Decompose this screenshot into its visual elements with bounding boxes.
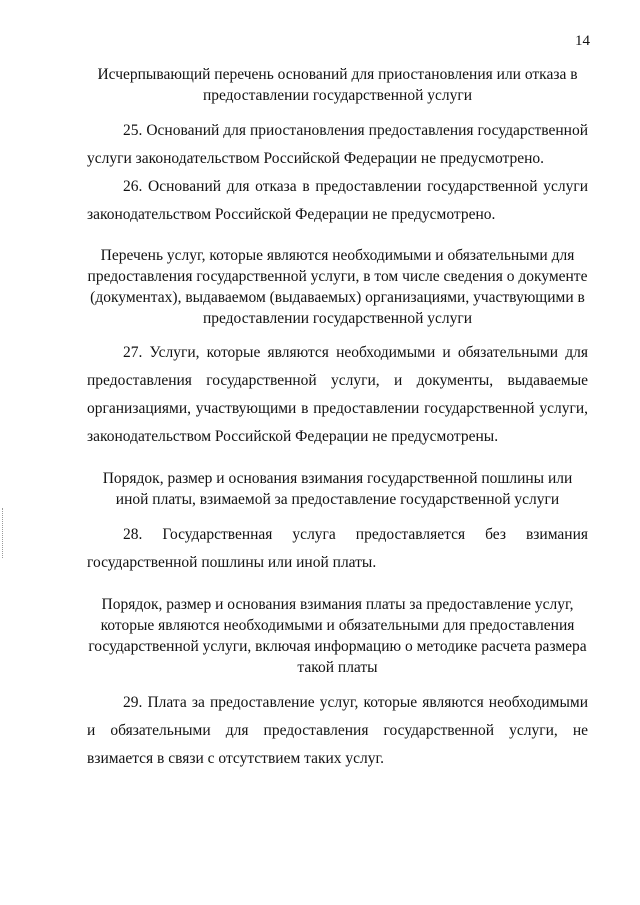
page-number: 14 bbox=[575, 33, 590, 49]
heading-state-fee: Порядок, размер и основания взимания государственной пошлины или иной платы, взимаемой за предоставление государственной услуги bbox=[102, 470, 573, 508]
paragraph-26: 26. Оснований для отказа в предоставлении государственной услуги законодательством Российской Федерации не предусмотрено. bbox=[87, 178, 588, 223]
scan-edge-marks bbox=[2, 508, 5, 558]
paragraph-29: 29. Плата за предоставление услуг, которые являются необходимыми и обязательными для предоставления государственной услуги, не взимается в связи с отсутствием таких услуг. bbox=[87, 694, 588, 767]
heading-grounds-suspension-refusal: Исчерпывающий перечень оснований для приостановления или отказа в предоставлении государственной услуги bbox=[97, 66, 578, 104]
paragraph-28-line-1: 28. Государственная услуга предоставляется без взимания bbox=[123, 526, 588, 543]
document-body bbox=[87, 64, 588, 773]
heading-required-services: Перечень услуг, которые являются необходимыми и обязательными для предоставления государственной услуги, в том числе сведения о документе (документах), выдаваемом (выдаваемых) организациями, участвующими в предоставлении государственной услуги bbox=[87, 247, 588, 327]
paragraph-25: 25. Оснований для приостановления предоставления государственной услуги законодательством Российской Федерации не предусмотрено. bbox=[87, 122, 588, 167]
paragraph-27: 27. Услуги, которые являются необходимыми и обязательными для предоставления государственной услуги, и документы, выдаваемые организациями, участвующими в предоставлении государственной услуги, законодательством Российской Федерации не предусмотрены. bbox=[87, 344, 588, 445]
heading-service-fee: Порядок, размер и основания взимания платы за предоставление услуг, которые являются необходимыми и обязательными для предоставления государственной услуги, включая информацию о методике расчета размера такой платы bbox=[88, 596, 587, 676]
paragraph-28-line-2: государственной пошлины или иной платы. bbox=[87, 554, 377, 571]
